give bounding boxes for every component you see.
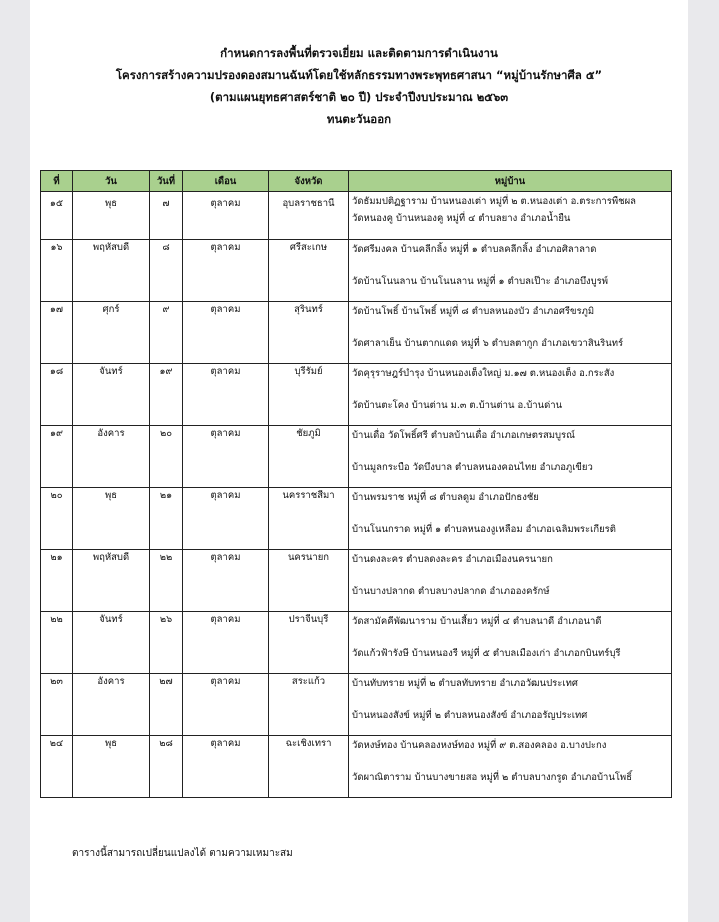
- cell-no: ๑๖: [41, 240, 73, 302]
- village-line: วัดบ้านตะโคง บ้านต่าน ม.๓ ต.บ้านต่าน อ.บ้านด่าน: [352, 400, 563, 411]
- cell-date: ๒๘: [150, 736, 183, 798]
- cell-villages: [349, 192, 672, 240]
- cell-villages: [349, 302, 672, 364]
- cell-villages: [349, 736, 672, 798]
- cell-no: ๑๕: [41, 192, 73, 240]
- cell-date: ๘: [150, 240, 183, 302]
- cell-no: ๒๑: [41, 550, 73, 612]
- table-row: [41, 550, 672, 612]
- village-line: บ้านโนนกราด หมู่ที่ ๑ ตำบลหนองงูเหลือม อำเภอเฉลิมพระเกียรติ: [352, 524, 616, 535]
- cell-province: ชัยภูมิ: [269, 426, 349, 488]
- village-line: บ้านดงละคร ตำบลดงละคร อำเภอเมืองนครนายก: [352, 554, 553, 565]
- cell-month: ตุลาคม: [183, 736, 269, 798]
- header-province: จังหวัด: [269, 171, 349, 192]
- table-row: [41, 736, 672, 798]
- village-line: วัดบ้านโนนลาน บ้านโนนลาน หมู่ที่ ๑ ตำบลเป๊าะ อำเภอบึงบูรพ์: [352, 276, 609, 287]
- cell-no: ๒๒: [41, 612, 73, 674]
- cell-month: ตุลาคม: [183, 674, 269, 736]
- village-line: วัดผาณิตาราม บ้านบางขายสอ หมู่ที่ ๒ ตำบลบางกรูด อำเภอบ้านโพธิ์: [352, 772, 632, 783]
- cell-villages: [349, 240, 672, 302]
- cell-date: ๑๙: [150, 364, 183, 426]
- table-row: [41, 488, 672, 550]
- table-row: [41, 364, 672, 426]
- village-line: วัดธัมมปติฏฐาราม บ้านหนองเต่า หมู่ที่ ๒ ต.หนองเต่า อ.ตระการพืชผล: [352, 196, 636, 207]
- cell-month: ตุลาคม: [183, 550, 269, 612]
- village-line: วัดศรีมงคล บ้านคลีกลิ้ง หมู่ที่ ๑ ตำบลคลีกลิ้ง อำเภอศิลาลาด: [352, 244, 597, 255]
- cell-villages: [349, 674, 672, 736]
- cell-date: ๙: [150, 302, 183, 364]
- heading-region: ทนตะวันออก: [326, 112, 392, 126]
- cell-month: ตุลาคม: [183, 612, 269, 674]
- table-row: [41, 674, 672, 736]
- village-line: วัดสามัคคีพัฒนาราม บ้านเสี้ยว หมู่ที่ ๔ ตำบลนาดี อำเภอนาดี: [352, 616, 602, 627]
- cell-month: ตุลาคม: [183, 364, 269, 426]
- header-date: วันที่: [150, 171, 183, 192]
- table-row: [41, 426, 672, 488]
- cell-date: ๗: [150, 192, 183, 240]
- village-line: บ้านหนองสังข์ หมู่ที่ ๒ ตำบลหนองสังข์ อำเภออรัญประเทศ: [352, 710, 588, 721]
- cell-day: จันทร์: [73, 364, 150, 426]
- cell-province: นครนายก: [269, 550, 349, 612]
- cell-province: สระแก้ว: [269, 674, 349, 736]
- cell-date: ๒๖: [150, 612, 183, 674]
- cell-day: อังคาร: [73, 674, 150, 736]
- document-heading: [30, 42, 688, 130]
- document-page: [30, 0, 688, 922]
- header-day: วัน: [73, 171, 150, 192]
- cell-no: ๒๓: [41, 674, 73, 736]
- cell-date: ๒๗: [150, 674, 183, 736]
- cell-villages: [349, 364, 672, 426]
- cell-villages: [349, 426, 672, 488]
- cell-province: ศรีสะเกษ: [269, 240, 349, 302]
- cell-date: ๒๒: [150, 550, 183, 612]
- cell-month: ตุลาคม: [183, 426, 269, 488]
- cell-date: ๒๑: [150, 488, 183, 550]
- cell-month: ตุลาคม: [183, 488, 269, 550]
- header-month: เดือน: [183, 171, 269, 192]
- cell-month: ตุลาคม: [183, 302, 269, 364]
- village-line: บ้านมูลกระบือ วัดบึงบาล ตำบลหนองคอนไทย อำเภอภูเขียว: [352, 462, 593, 473]
- cell-province: ปราจีนบุรี: [269, 612, 349, 674]
- village-line: บ้านพรมราช หมู่ที่ ๘ ตำบลดูม อำเภอปักธงชัย: [352, 492, 539, 503]
- heading-title: กำหนดการลงพื้นที่ตรวจเยี่ยม และติดตามการดำเนินงาน: [220, 46, 498, 60]
- table-row: [41, 612, 672, 674]
- table-row: [41, 192, 672, 240]
- cell-day: พุธ: [73, 488, 150, 550]
- table-header-row: [41, 171, 672, 192]
- village-line: วัดบ้านโพธิ์ บ้านโพธิ์ หมู่ที่ ๘ ตำบลหนองบัว อำเภอศรีขรภูมิ: [352, 306, 595, 317]
- heading-plan: (ตามแผนยุทธศาสตร์ชาติ ๒๐ ปี) ประจำปีงบประมาณ ๒๕๖๓: [209, 90, 509, 104]
- heading-project: โครงการสร้างความปรองดองสมานฉันท์โดยใช้หลักธรรมทางพระพุทธศาสนา “หมู่บ้านรักษาศีล ๕”: [115, 68, 603, 82]
- village-line: วัดศาลาเย็น บ้านตากแดด หมู่ที่ ๖ ตำบลตากูก อำเภอเขวาสินรินทร์: [352, 338, 624, 349]
- cell-day: อังคาร: [73, 426, 150, 488]
- cell-villages: [349, 488, 672, 550]
- cell-province: ฉะเชิงเทรา: [269, 736, 349, 798]
- village-line: บ้านบางปลากด ตำบลบางปลากด อำเภอองครักษ์: [352, 586, 550, 597]
- village-line: วัดหงษ์ทอง บ้านคลองหงษ์ทอง หมู่ที่ ๙ ต.สองคลอง อ.บางปะกง: [352, 740, 607, 751]
- cell-day: จันทร์: [73, 612, 150, 674]
- cell-day: พฤหัสบดี: [73, 550, 150, 612]
- cell-day: พุธ: [73, 736, 150, 798]
- cell-day: พฤหัสบดี: [73, 240, 150, 302]
- cell-province: อุบลราชธานี: [269, 192, 349, 240]
- header-no: ที่: [41, 171, 73, 192]
- cell-no: ๑๙: [41, 426, 73, 488]
- cell-date: ๒๐: [150, 426, 183, 488]
- footnote: ตารางนี้สามารถเปลี่ยนแปลงได้ ตามความเหมาะสม: [72, 848, 293, 859]
- cell-province: นครราชสีมา: [269, 488, 349, 550]
- cell-day: ศุกร์: [73, 302, 150, 364]
- cell-villages: [349, 550, 672, 612]
- schedule-table: [40, 170, 672, 798]
- cell-no: ๑๗: [41, 302, 73, 364]
- cell-month: ตุลาคม: [183, 240, 269, 302]
- cell-no: ๒๐: [41, 488, 73, 550]
- village-line: บ้านทับทราย หมู่ที่ ๒ ตำบลทับทราย อำเภอวัฒนประเทศ: [352, 678, 578, 689]
- header-village: หมู่บ้าน: [349, 171, 672, 192]
- cell-month: ตุลาคม: [183, 192, 269, 240]
- cell-no: ๒๔: [41, 736, 73, 798]
- table-row: [41, 302, 672, 364]
- village-line: วัดคุรุราษฎร์บำรุง บ้านหนองเต็งใหญ่ ม.๑๗ ต.หนองเต็ง อ.กระสัง: [352, 368, 615, 379]
- village-line: บ้านเดื่อ วัดโพธิ์ศรี ตำบลบ้านเดื่อ อำเภอเกษตรสมบูรณ์: [352, 430, 575, 441]
- village-line: วัดหนองคู บ้านหนองคู หมู่ที่ ๔ ตำบลยาง อำเภอน้ำยืน: [352, 213, 571, 224]
- cell-villages: [349, 612, 672, 674]
- cell-province: บุรีรัมย์: [269, 364, 349, 426]
- cell-day: พุธ: [73, 192, 150, 240]
- cell-province: สุรินทร์: [269, 302, 349, 364]
- table-row: [41, 240, 672, 302]
- village-line: วัดแก้วฟ้ารังษี บ้านหนองรี หมู่ที่ ๕ ตำบลเมืองเก่า อำเภอกบินทร์บุรี: [352, 648, 621, 659]
- cell-no: ๑๘: [41, 364, 73, 426]
